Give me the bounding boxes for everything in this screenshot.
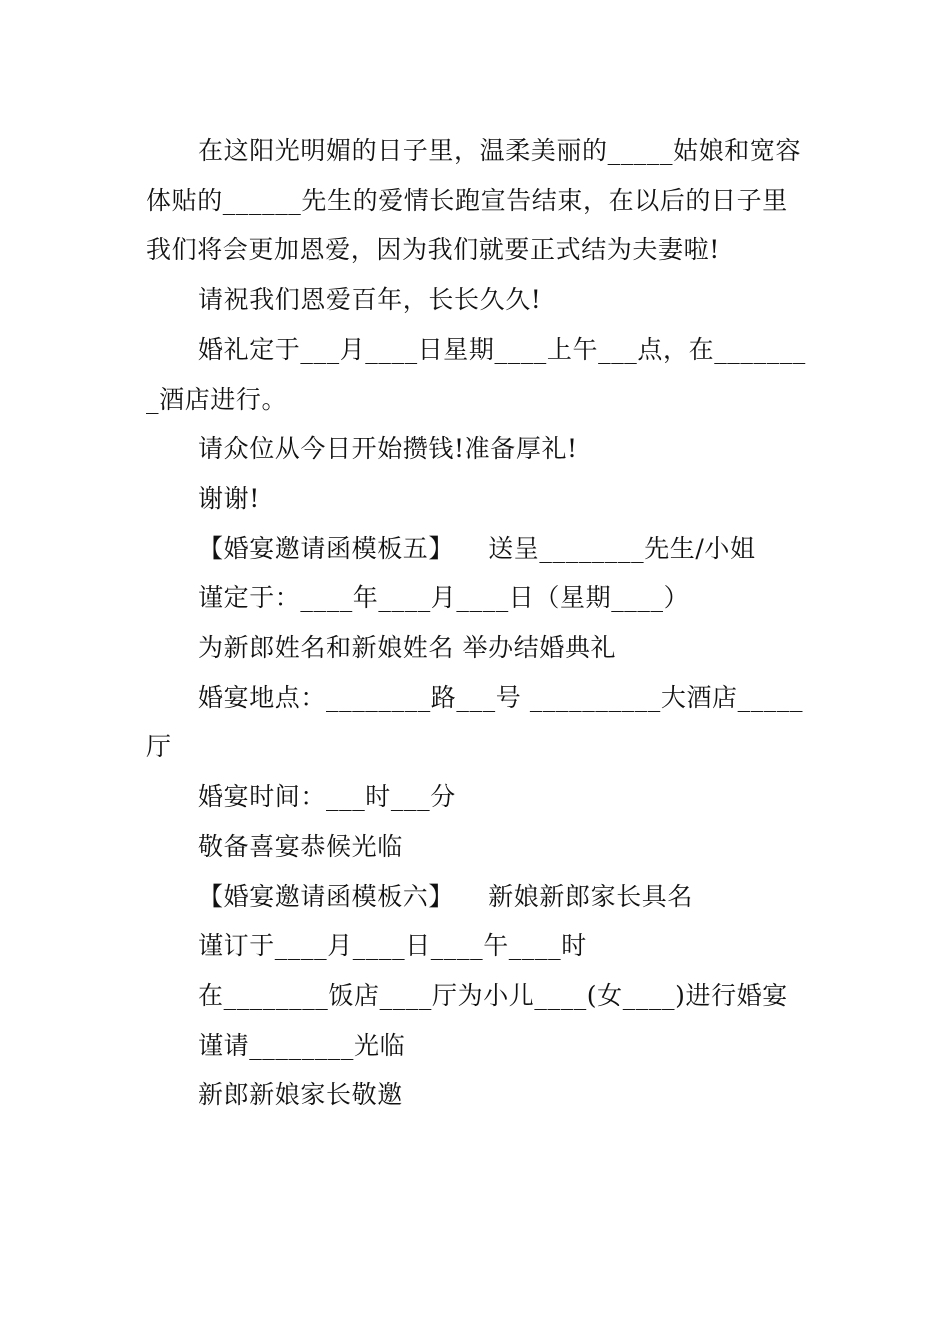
paragraph-gift-note: 请众位从今日开始攒钱!准备厚礼! <box>198 434 578 464</box>
paragraph-blessing: 请祝我们恩爱百年，长长久久! <box>198 285 542 315</box>
template-five-heading: 【婚宴邀请函模板五】 送呈________先生/小姐 <box>198 533 756 563</box>
template-five-date: 谨定于：____年____月____日（星期____） <box>198 583 690 613</box>
paragraph-thanks: 谢谢! <box>198 483 260 513</box>
template-six-venue: 在________饭店____厅为小儿____(女____)进行婚宴 <box>198 980 788 1010</box>
template-five-venue: 婚宴地点：________路___号 __________大酒店_____厅 <box>146 682 804 762</box>
template-six-signature: 新郎新娘家长敬邀 <box>198 1080 403 1110</box>
template-five-ceremony: 为新郎姓名和新娘姓名 举办结婚典礼 <box>198 633 617 663</box>
template-six-invite: 谨请________光临 <box>198 1030 406 1060</box>
template-five-time: 婚宴时间：___时___分 <box>198 782 456 812</box>
paragraph-wedding-date: 婚礼定于___月____日星期____上午___点，在________酒店进行。 <box>146 334 806 414</box>
document-body <box>146 126 810 1120</box>
template-five-closing: 敬备喜宴恭候光临 <box>198 831 403 861</box>
template-six-heading: 【婚宴邀请函模板六】 新娘新郎家长具名 <box>198 881 693 911</box>
template-six-date: 谨订于____月____日____午____时 <box>198 931 587 961</box>
paragraph-intro: 在这阳光明媚的日子里，温柔美丽的_____姑娘和宽容体贴的______先生的爱情长跑宣告结束，在以后的日子里我们将会更加恩爱，因为我们就要正式结为夫妻啦! <box>146 136 802 265</box>
